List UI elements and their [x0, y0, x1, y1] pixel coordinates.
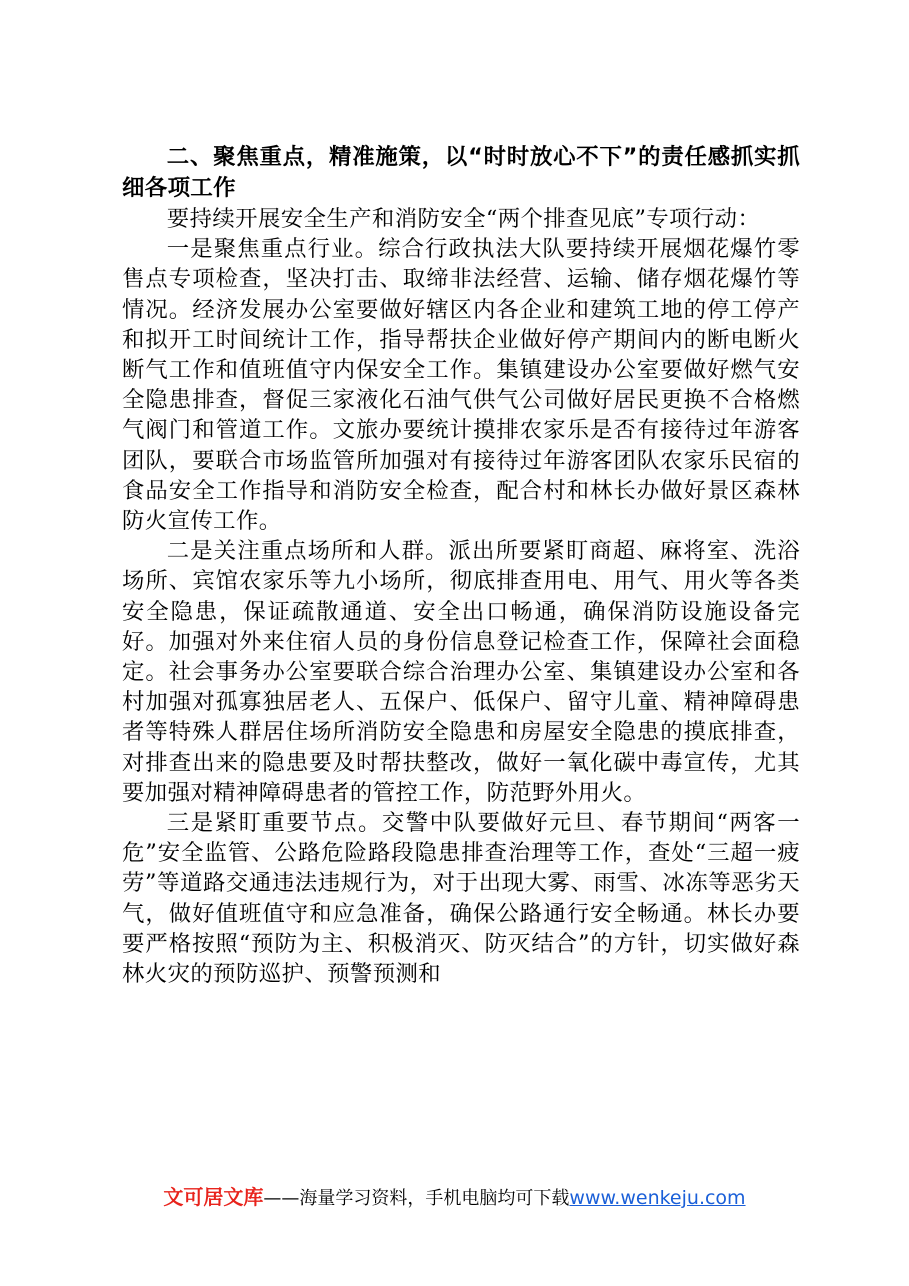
- footer-brand: 文可居文库: [163, 1185, 264, 1209]
- paragraph-key-places: 二是关注重点场所和人群。派出所要紧盯商超、麻将室、洗浴场所、宾馆农家乐等九小场所，彻底排查用电、用气、用火等各类安全隐患，保证疏散通道、安全出口畅通，确保消防设施设备完好。加强对外来住宿人员的身份信息登记检查工作，保障社会面稳定。社会事务办公室要联合综合治理办公室、集镇建设办公室和各村加强对孤寡独居老人、五保户、低保户、留守儿童、精神障碍患者等特殊人群居住场所消防安全隐患和房屋安全隐患的摸底排查，对排查出来的隐患要及时帮扶整改，做好一氧化碳中毒宣传，尤其要加强对精神障碍患者的管控工作，防范野外用火。: [122, 538, 800, 806]
- paragraph-key-nodes: 三是紧盯重要节点。交警中队要做好元旦、春节期间“两客一危”安全监管、公路危险路段隐患排查治理等工作，查处“三超一疲劳”等道路交通违法违规行为，对于出现大雾、雨雪、冰冻等恶劣天气，做好值班值守和应急准备，确保公路通行安全畅通。林长办要要严格按照“预防为主、积极消灭、防灭结合”的方针，切实做好森林火灾的预防巡护、预警预测和: [122, 810, 800, 988]
- footer-tagline: ——海量学习资料，手机电脑均可下载: [263, 1188, 570, 1209]
- paragraph-key-industries: 一是聚焦重点行业。综合行政执法大队要持续开展烟花爆竹零售点专项检查，坚决打击、取缔非法经营、运输、储存烟花爆竹等情况。经济发展办公室要做好辖区内各企业和建筑工地的停工停产和拟开工时间统计工作，指导帮扶企业做好停产期间内的断电断火断气工作和值班值守内保安全工作。集镇建设办公室要做好燃气安全隐患排查，督促三家液化石油气供气公司做好居民更换不合格燃气阀门和管道工作。文旅办要统计摸排农家乐是否有接待过年游客团队，要联合市场监管所加强对有接待过年游客团队农家乐民宿的食品安全工作指导和消防安全检查，配合村和林长办做好景区森林防火宣传工作。: [122, 236, 800, 535]
- footer-banner: [0, 1185, 909, 1211]
- footer-website-link[interactable]: www.wenkeju.com: [569, 1187, 746, 1209]
- paragraph-intro: 要持续开展安全生产和消防安全“两个排查见底”专项行动：: [166, 206, 761, 232]
- document-body: [122, 142, 800, 989]
- section-heading: 二、聚焦重点，精准施策，以“时时放心不下”的责任感抓实抓细各项工作: [122, 144, 800, 201]
